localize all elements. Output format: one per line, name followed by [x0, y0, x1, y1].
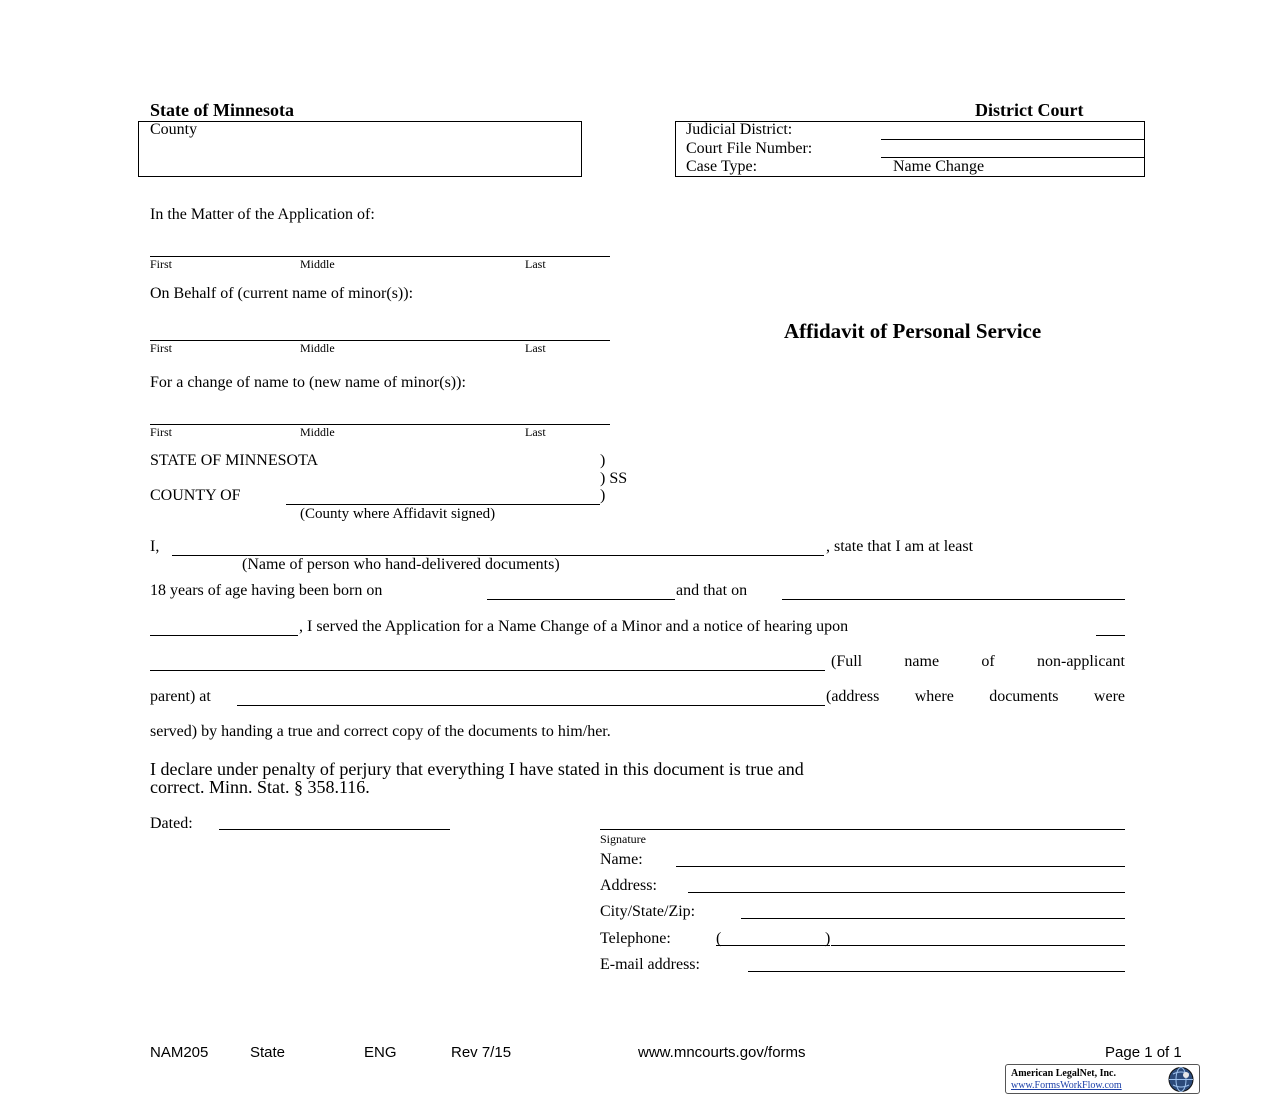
telephone-label: Telephone:	[600, 930, 671, 947]
county-label: County	[150, 121, 198, 138]
footer-form-number: NAM205	[150, 1044, 209, 1061]
server-name-caption: (Name of person who hand-delivered documents)	[242, 556, 560, 573]
middle-caption: Middle	[300, 425, 335, 439]
signature-field[interactable]	[600, 829, 1125, 830]
non-applicant-name-field[interactable]	[150, 670, 825, 671]
globe-icon	[1164, 1066, 1198, 1093]
document-title: Affidavit of Personal Service	[784, 319, 1042, 343]
signature-label: Signature	[600, 832, 646, 846]
first-caption: First	[150, 341, 173, 355]
email-label: E-mail address:	[600, 956, 700, 973]
last-caption: Last	[525, 425, 546, 439]
vendor-url[interactable]: www.FormsWorkFlow.com	[1011, 1080, 1122, 1091]
footer-revision: Rev 7/15	[451, 1044, 512, 1061]
birth-date-field[interactable]	[487, 599, 675, 600]
footer-page-number: Page 1 of 1	[1105, 1044, 1182, 1061]
court-info-box	[675, 121, 1145, 177]
judicial-district-field[interactable]	[881, 139, 1144, 140]
matter-label: In the Matter of the Application of:	[150, 206, 375, 223]
venue-paren: )	[600, 487, 606, 504]
last-caption: Last	[525, 257, 546, 271]
area-code-close: )	[825, 930, 831, 947]
declaration-line-2: correct. Minn. Stat. § 358.116.	[150, 777, 370, 797]
case-type-value: Name Change	[893, 158, 985, 175]
venue-county-field[interactable]	[286, 504, 600, 505]
county-box[interactable]	[138, 121, 582, 177]
full-name-word: (Full	[831, 653, 863, 670]
service-address-field[interactable]	[237, 705, 825, 706]
vendor-name: American LegalNet, Inc.	[1011, 1068, 1116, 1079]
footer-language: ENG	[364, 1044, 397, 1061]
venue-paren: )	[600, 452, 606, 469]
behalf-label: On Behalf of (current name of minor(s)):	[150, 285, 414, 302]
parent-at-text: parent) at	[150, 688, 211, 705]
new-name-label: For a change of name to (new name of minor(s)):	[150, 374, 466, 391]
footer-url[interactable]: www.mncourts.gov/forms	[638, 1044, 806, 1061]
and-that-on-text: and that on	[676, 582, 748, 599]
judicial-district-label: Judicial District:	[686, 121, 793, 138]
service-date-cont-field[interactable]	[150, 635, 298, 636]
venue-state: STATE OF MINNESOTA	[150, 452, 319, 469]
address-caption	[826, 688, 1125, 706]
full-name-caption	[831, 653, 1125, 671]
state-heading: State of Minnesota	[150, 100, 294, 120]
middle-caption: Middle	[300, 341, 335, 355]
footer-state: State	[250, 1044, 286, 1061]
address-word: were	[1093, 688, 1125, 705]
area-code-open: (	[716, 930, 722, 947]
service-date-field[interactable]	[782, 599, 1125, 600]
full-name-word: of	[981, 653, 995, 670]
dated-label: Dated:	[150, 815, 193, 832]
venue-county-label: COUNTY OF	[150, 487, 241, 504]
telephone-field[interactable]	[831, 945, 1125, 946]
vendor-badge[interactable]	[1005, 1064, 1200, 1094]
full-name-word: non-applicant	[1037, 653, 1125, 670]
recipient-field-start[interactable]	[1096, 635, 1125, 636]
court-file-number-label: Court File Number:	[686, 140, 813, 157]
name-field[interactable]	[676, 866, 1125, 867]
case-type-label: Case Type:	[686, 158, 758, 175]
state-that-text: , state that I am at least	[826, 538, 974, 555]
born-on-text: 18 years of age having been born on	[150, 582, 383, 599]
email-field[interactable]	[748, 971, 1125, 972]
full-name-word: name	[904, 653, 940, 670]
middle-caption: Middle	[300, 257, 335, 271]
dated-field[interactable]	[219, 829, 450, 830]
venue-county-caption: (County where Affidavit signed)	[300, 506, 496, 522]
area-code-field[interactable]	[716, 945, 830, 946]
city-state-zip-field[interactable]	[741, 918, 1125, 919]
address-label: Address:	[600, 877, 657, 894]
served-app-text: , I served the Application for a Name Change of a Minor and a notice of hearing upon	[299, 618, 849, 635]
address-word: documents	[989, 688, 1059, 705]
city-state-zip-label: City/State/Zip:	[600, 903, 696, 920]
name-label: Name:	[600, 851, 643, 868]
served-by-text: served) by handing a true and correct copy of the documents to him/her.	[150, 723, 611, 740]
address-word: where	[914, 688, 954, 705]
address-field[interactable]	[688, 892, 1125, 893]
declaration-line-1: I declare under penalty of perjury that everything I have stated in this document is true and	[150, 759, 804, 779]
address-word: (address	[826, 688, 880, 705]
court-heading: District Court	[975, 100, 1084, 120]
i-label: I,	[150, 538, 160, 555]
first-caption: First	[150, 425, 173, 439]
last-caption: Last	[525, 341, 546, 355]
first-caption: First	[150, 257, 173, 271]
venue-ss: ) SS	[600, 470, 628, 487]
